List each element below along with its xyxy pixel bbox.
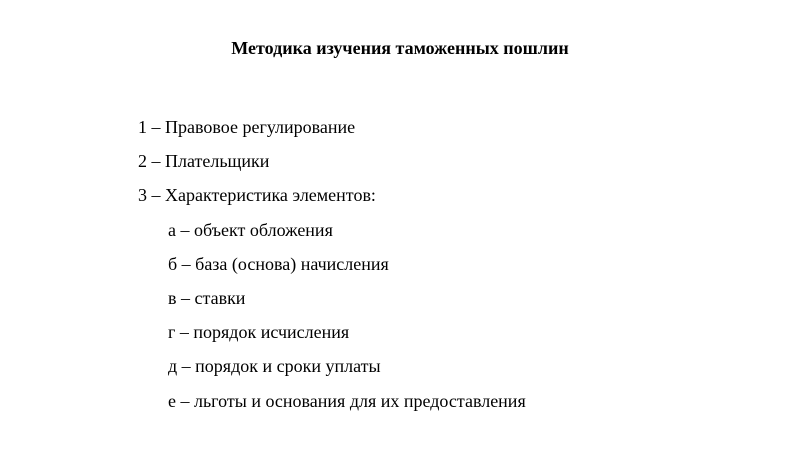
slide-title: Методика изучения таможенных пошлин (231, 38, 569, 58)
list-item: 3 – Характеристика элементов: (138, 185, 376, 206)
topic-list (138, 110, 526, 418)
sub-list-item: б – база (основа) начисления (168, 253, 389, 274)
sub-list-item: д – порядок и сроки уплаты (168, 356, 381, 377)
sub-list-item: г – порядок исчисления (168, 322, 350, 343)
list-item: 1 – Правовое регулирование (138, 117, 356, 137)
sub-list-item: в – ставки (168, 288, 246, 309)
sub-list-item: е – льготы и основания для их предоставления (168, 390, 526, 411)
list-item: 2 – Плательщики (138, 151, 270, 172)
sub-list-item: а – объект обложения (168, 219, 333, 240)
